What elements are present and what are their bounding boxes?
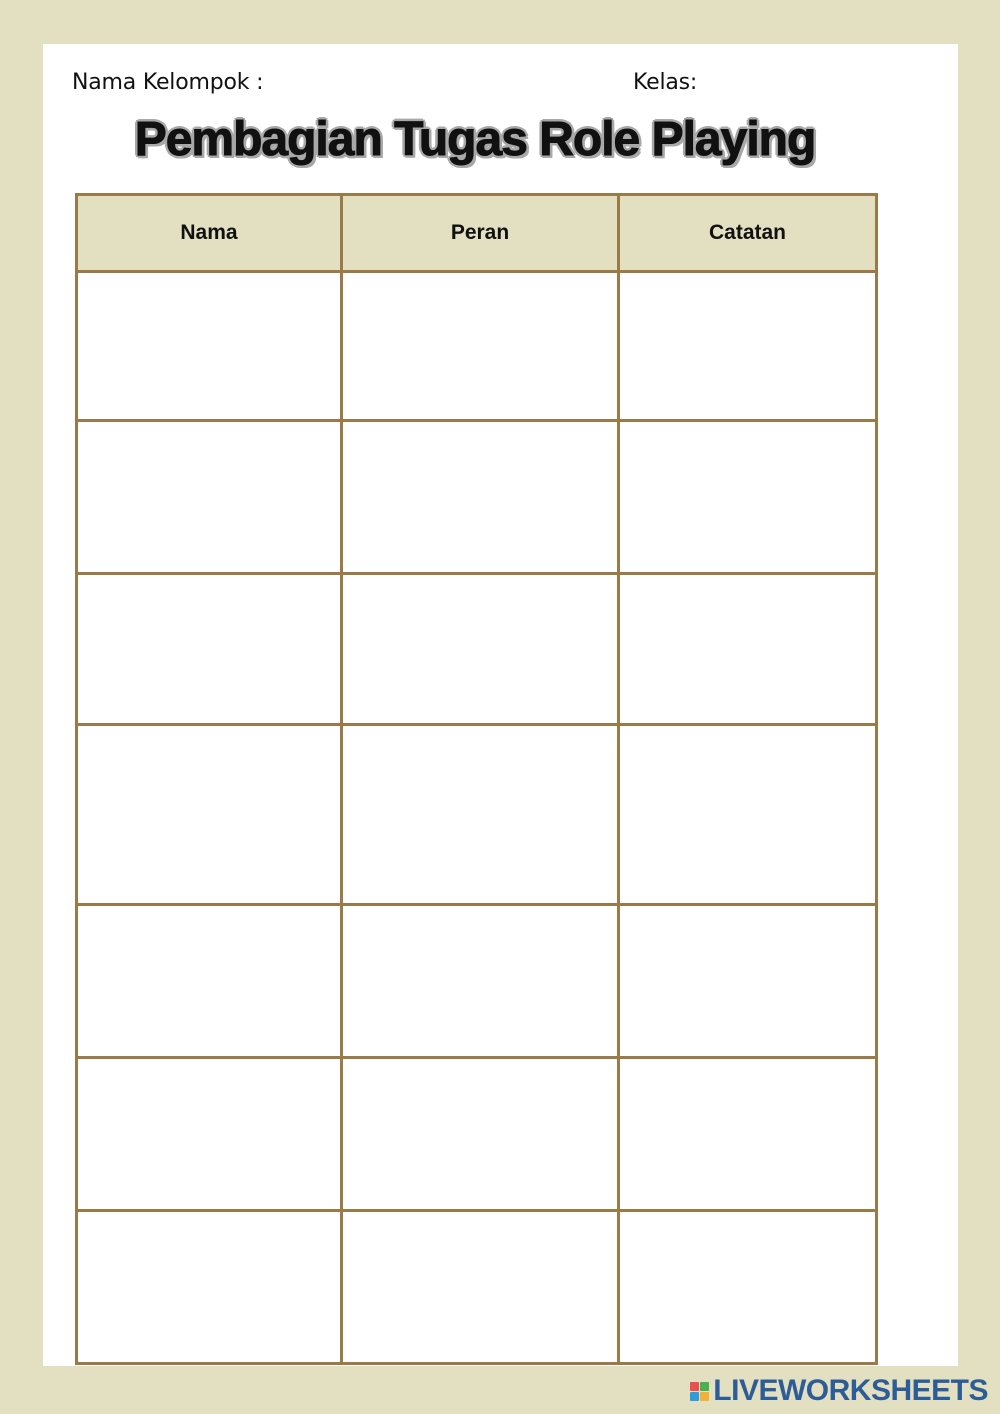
cell-nama[interactable]	[77, 1211, 342, 1364]
class-label: Kelas:	[633, 70, 698, 95]
table-header-row	[77, 195, 877, 272]
table-row	[77, 574, 877, 725]
table-row	[77, 1211, 877, 1364]
cell-catatan[interactable]	[619, 1211, 877, 1364]
group-name-label: Nama Kelompok :	[72, 70, 264, 95]
cell-nama[interactable]	[77, 421, 342, 574]
cell-nama[interactable]	[77, 272, 342, 421]
cell-peran[interactable]	[342, 1058, 619, 1211]
cell-peran[interactable]	[342, 725, 619, 905]
role-table	[75, 193, 878, 1365]
table-row	[77, 905, 877, 1058]
cell-peran[interactable]	[342, 574, 619, 725]
cell-peran[interactable]	[342, 1211, 619, 1364]
cell-catatan[interactable]	[619, 574, 877, 725]
cell-nama[interactable]	[77, 574, 342, 725]
logo-tile	[700, 1392, 709, 1401]
cell-catatan[interactable]	[619, 905, 877, 1058]
cell-peran[interactable]	[342, 421, 619, 574]
brand-name: LIVEWORKSHEETS	[713, 1374, 988, 1407]
cell-peran[interactable]	[342, 272, 619, 421]
cell-peran[interactable]	[342, 905, 619, 1058]
table-row	[77, 272, 877, 421]
cell-nama[interactable]	[77, 905, 342, 1058]
table-row	[77, 1058, 877, 1211]
logo-tile	[690, 1392, 699, 1401]
cell-catatan[interactable]	[619, 725, 877, 905]
cell-nama[interactable]	[77, 725, 342, 905]
liveworksheets-logo-icon	[690, 1382, 709, 1401]
logo-tile	[690, 1382, 699, 1391]
cell-catatan[interactable]	[619, 1058, 877, 1211]
cell-catatan[interactable]	[619, 272, 877, 421]
page-title: Pembagian Tugas Role Playing	[134, 113, 816, 166]
header-peran: Peran	[342, 195, 619, 272]
liveworksheets-logo[interactable]	[690, 1374, 988, 1408]
header-catatan: Catatan	[619, 195, 877, 272]
cell-catatan[interactable]	[619, 421, 877, 574]
logo-tile	[700, 1382, 709, 1391]
header-nama: Nama	[77, 195, 342, 272]
table-row	[77, 725, 877, 905]
table-row	[77, 421, 877, 574]
cell-nama[interactable]	[77, 1058, 342, 1211]
